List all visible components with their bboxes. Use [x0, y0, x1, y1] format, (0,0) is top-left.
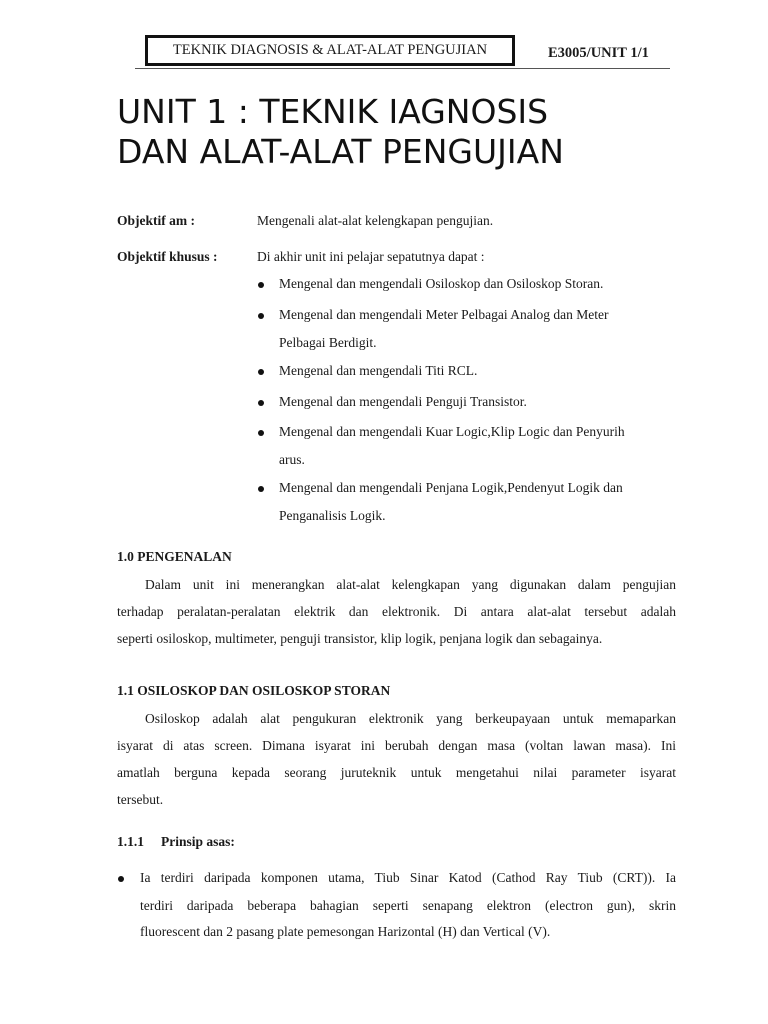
list-item: Mengenal dan mengendali Meter Pelbagai Analog dan Meter: [279, 307, 609, 322]
paragraph-line: tersebut.: [117, 792, 164, 807]
bullet-icon: [258, 313, 264, 319]
bullet-icon: [258, 486, 264, 492]
list-item-continuation: arus.: [279, 452, 305, 467]
unit-title-line-1: UNIT 1 : TEKNIK IAGNOSIS: [117, 92, 549, 131]
subsection-title: Prinsip asas:: [161, 834, 235, 849]
header-divider: [135, 68, 670, 69]
bullet-icon: [258, 430, 264, 436]
subsection-number: 1.1.1: [117, 834, 144, 849]
paragraph-line: terhadap peralatan-peralatan elektrik dan elektronik. Di antara alat-alat tersebut adalah: [117, 604, 676, 619]
section-heading-osiloskop: 1.1 OSILOSKOP DAN OSILOSKOP STORAN: [117, 683, 391, 698]
paragraph-line: Dalam unit ini menerangkan alat-alat kelengkapan yang digunakan dalam pengujian: [145, 577, 676, 592]
unit-title: [117, 92, 717, 172]
specific-objective-intro: Di akhir unit ini pelajar sepatutnya dapat :: [257, 249, 485, 264]
general-objective-label: Objektif am :: [117, 213, 195, 228]
paragraph-line: Osiloskop adalah alat pengukuran elektronik yang berkeupayaan untuk memaparkan: [145, 711, 676, 726]
header-title-box: [145, 35, 515, 66]
bullet-icon: [258, 400, 264, 406]
paragraph-line: amatlah berguna kepada seorang juruteknik untuk mengetahui nilai parameter isyarat: [117, 765, 676, 780]
general-objective-text: Mengenali alat-alat kelengkapan pengujian.: [257, 213, 494, 228]
bullet-text-line: fluorescent dan 2 pasang plate pemesongan Harizontal (H) dan Vertical (V).: [140, 924, 551, 939]
list-item: Mengenal dan mengendali Kuar Logic,Klip Logic dan Penyurih: [279, 424, 625, 439]
paragraph-line: seperti osiloskop, multimeter, penguji transistor, klip logik, penjana logik dan sebagainya.: [117, 631, 603, 646]
bullet-icon: [258, 282, 264, 288]
unit-title-line-2: DAN ALAT-ALAT PENGUJIAN: [117, 132, 564, 171]
header-unit-code: E3005/UNIT 1/1: [548, 45, 649, 61]
paragraph-line: isyarat di atas screen. Dimana isyarat ini berubah dengan masa (voltan lawan masa). Ini: [117, 738, 676, 753]
bullet-text-line: terdiri daripada beberapa bahagian seperti senapang elektron (electron gun), skrin: [140, 898, 676, 913]
list-item: Mengenal dan mengendali Titi RCL.: [279, 363, 478, 378]
list-item: Mengenal dan mengendali Osiloskop dan Osiloskop Storan.: [279, 276, 604, 291]
bullet-icon: [258, 369, 264, 375]
bullet-text-line: Ia terdiri daripada komponen utama, Tiub Sinar Katod (Cathod Ray Tiub (CRT)). Ia: [140, 870, 676, 885]
list-item: Mengenal dan mengendali Penjana Logik,Pendenyut Logik dan: [279, 480, 623, 495]
list-item-continuation: Pelbagai Berdigit.: [279, 335, 377, 350]
list-item: Mengenal dan mengendali Penguji Transistor.: [279, 394, 527, 409]
list-item-continuation: Penganalisis Logik.: [279, 508, 386, 523]
specific-objective-label: Objektif khusus :: [117, 249, 218, 264]
header-title: TEKNIK DIAGNOSIS & ALAT-ALAT PENGUJIAN: [172, 42, 488, 58]
section-heading-pengenalan: 1.0 PENGENALAN: [117, 549, 232, 564]
bullet-icon: [118, 876, 124, 882]
